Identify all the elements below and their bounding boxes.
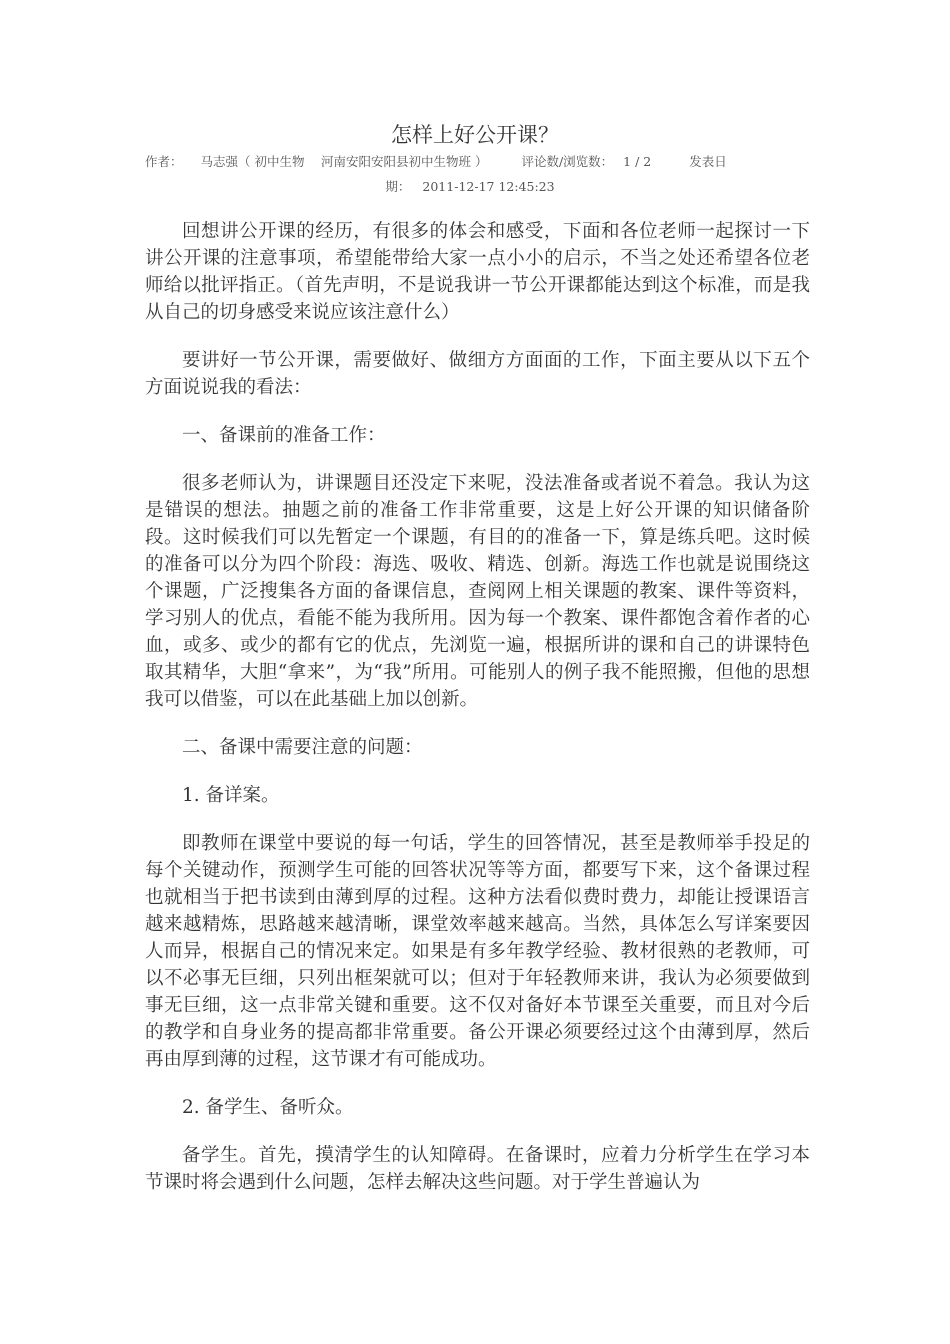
paragraph-overview: 要讲好一节公开课，需要做好、做细方方面面的工作，下面主要从以下五个方面说说我的看法：: [145, 350, 810, 398]
stats-value: 1 / 2: [623, 154, 652, 169]
article-meta-line-2: [145, 178, 795, 196]
subheading-detailed-plan: 1. 备详案。: [182, 785, 280, 806]
author-affiliation: （ 初中生物 河南安阳安阳县初中生物班 ）: [238, 154, 488, 169]
publish-date: 2011-12-17 12:45:23: [422, 179, 555, 194]
paragraph-intro: 回想讲公开课的经历，有很多的体会和感受，下面和各位老师一起探讨一下讲公开课的注意事项，希望能带给大家一点小小的启示，不当之处还希望各位老师给以批评指正。（首先声明，不是说我讲一节公开课都能达到这个标准，而是我从自己的切身感受来说应该注意什么）: [145, 221, 810, 323]
date-label-part1: 发表日: [689, 154, 727, 169]
paragraph-detailed-plan: 即教师在课堂中要说的每一句话，学生的回答情况，甚至是教师举手投足的每个关键动作，预测学生可能的回答状况等等方面，都要写下来，这个备课过程也就相当于把书读到由薄到厚的过程。这种方法看似费时费力，却能让授课语言越来越精炼，思路越来越清晰，课堂效率越来越高。当然，具体怎么写详案要因人而异，根据自己的情况来定。如果是有多年教学经验、教材很熟的老教师，可以不必事无巨细，只列出框架就可以；但对于年轻教师来讲，我认为必须要做到事无巨细，这一点非常关键和重要。这不仅对备好本节课至关重要，而且对今后的教学和自身业务的提高都非常重要。备公开课必须要经过这个由薄到厚，然后再由厚到薄的过程，这节课才有可能成功。: [145, 833, 810, 1070]
subheading-students-audience: 2. 备学生、备听众。: [182, 1097, 354, 1118]
paragraph-students: 备学生。首先，摸清学生的认知障碍。在备课时，应着力分析学生在学习本节课时将会遇到什么问题，怎样去解决这些问题。对于学生普遍认为: [145, 1145, 810, 1193]
section-heading-1: 一、备课前的准备工作：: [182, 425, 386, 446]
article-title: 怎样上好公开课？: [391, 123, 559, 147]
author-name[interactable]: 马志强: [200, 154, 239, 169]
paragraph-preparation: 很多老师认为，讲课题目还没定下来呢，没法准备或者说不着急。我认为这是错误的想法。抽题之前的准备工作非常重要，这是上好公开课的知识储备阶段。这时候我们可以先暂定一个课题，有目的的准备一下，算是练兵吧。这时候的准备可以分为四个阶段：海选、吸收、精选、创新。海选工作也就是说围绕这个课题，广泛搜集各方面的备课信息，查阅网上相关课题的教案、课件等资料，学习别人的优点，看能不能为我所用。因为每一个教案、课件都饱含着作者的心血，或多、或少的都有它的优点，先浏览一遍，根据所讲的课和自己的讲课特色取其精华，大胆“拿来”，为“我”所用。可能别人的例子我不能照搬，但他的思想我可以借鉴，可以在此基础上加以创新。: [145, 473, 810, 710]
article-meta-line-1: [145, 153, 810, 171]
article-body: [145, 218, 810, 1217]
date-label-part2: 期：: [385, 179, 411, 194]
author-label: 作者：: [145, 154, 183, 169]
stats-label: 评论数/浏览数：: [521, 154, 614, 169]
section-heading-2: 二、备课中需要注意的问题：: [182, 737, 423, 758]
